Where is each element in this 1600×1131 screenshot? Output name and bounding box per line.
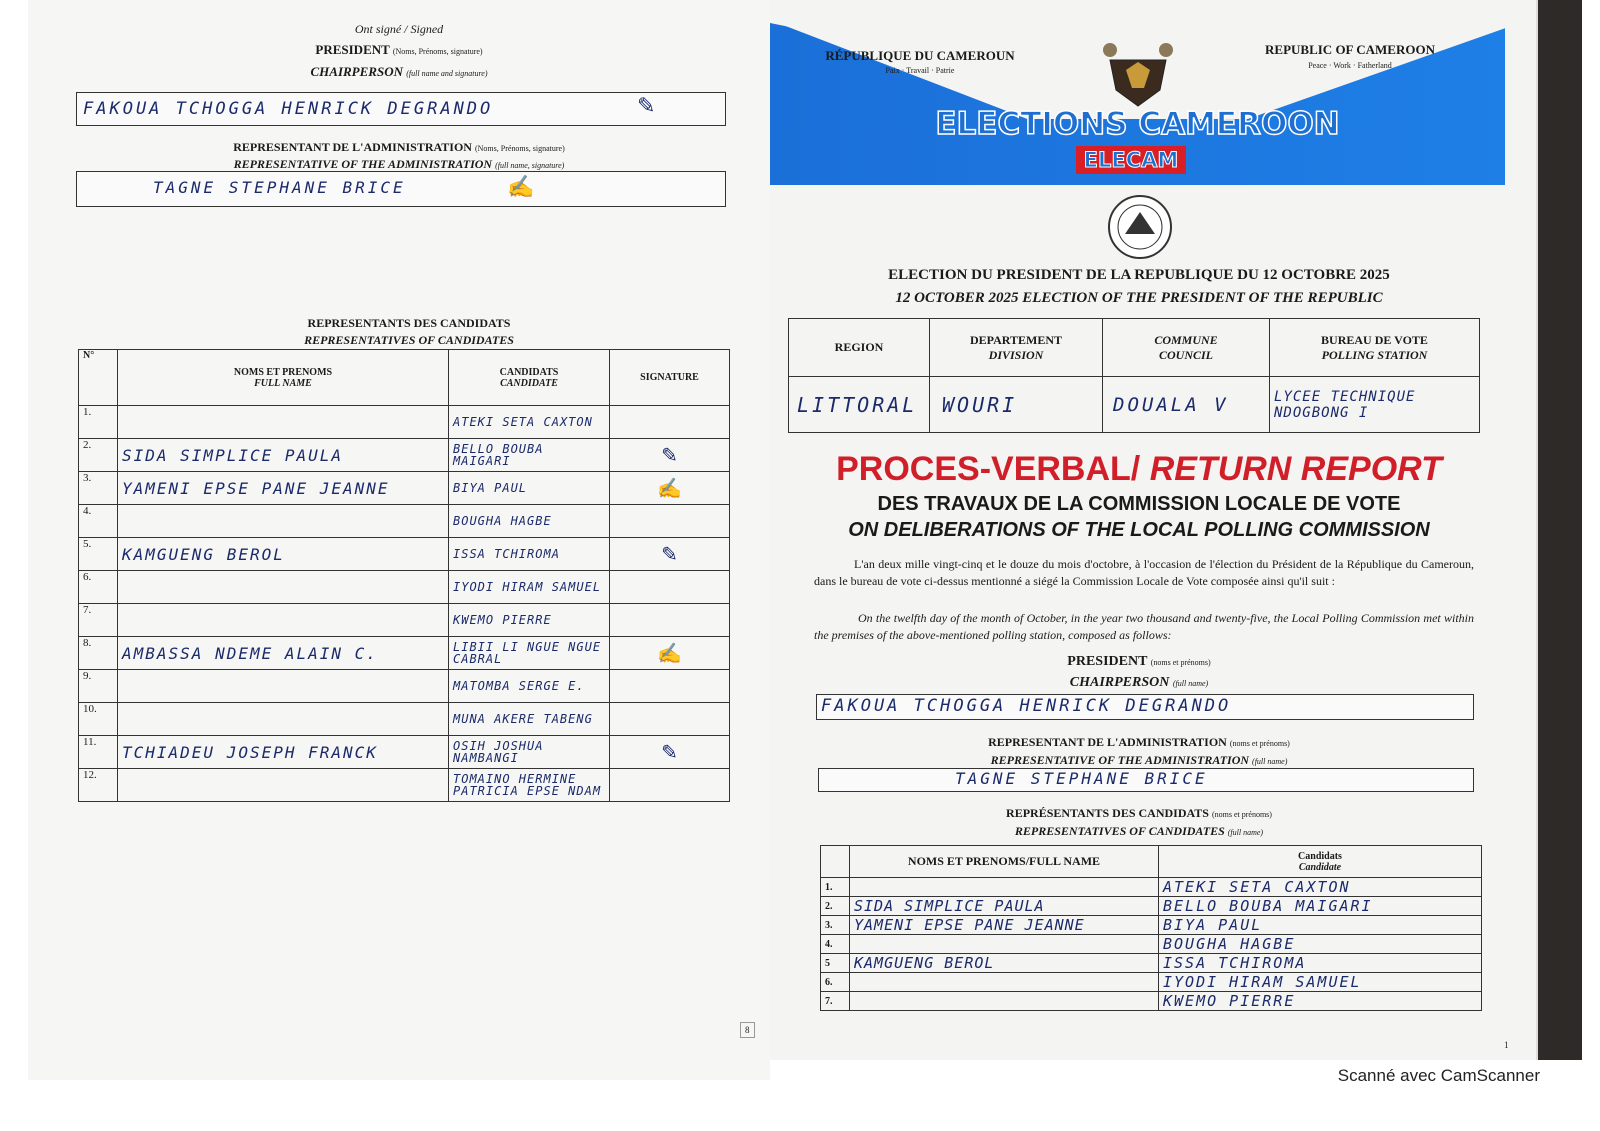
- row-number: 3.: [79, 472, 118, 505]
- table-row: [79, 505, 730, 538]
- left-page: [28, 0, 770, 1080]
- table-row: [79, 769, 730, 802]
- right-admin-label-fr: REPRESENTANT DE L'ADMINISTRATION (noms et prénoms): [988, 735, 1290, 749]
- candidate-name: OSIH JOSHUA NAMBANGI: [449, 736, 610, 769]
- signature-icon: ✎: [661, 444, 678, 467]
- signed-caption: Ont signé / Signed: [354, 22, 444, 36]
- row-number: 6.: [821, 973, 850, 992]
- right-reps-table: [820, 845, 1482, 1011]
- rep-name: KAMGUENG BEROL: [118, 538, 449, 571]
- row-number: 2.: [79, 439, 118, 472]
- table-row: [79, 571, 730, 604]
- candidate-name: MATOMBA SERGE E.: [449, 670, 610, 703]
- col-signature: SIGNATURE: [610, 350, 730, 406]
- table-row: [79, 538, 730, 571]
- republic-fr: RÉPUBLIQUE DU CAMEROUN: [825, 48, 1015, 63]
- row-number: 3.: [821, 916, 850, 935]
- right-admin-box: [818, 768, 1474, 792]
- right-page: [770, 0, 1538, 1060]
- location-table: [788, 318, 1480, 433]
- candidate-name: IYODI HIRAM SAMUEL: [449, 571, 610, 604]
- polling-station-value: LYCEE TECHNIQUE NDOGBONG I: [1270, 377, 1480, 433]
- table-row: [79, 736, 730, 769]
- subtitle-fr: DES TRAVAUX DE LA COMMISSION LOCALE DE VOTE: [877, 493, 1401, 515]
- region-header: REGION: [789, 319, 930, 377]
- commune-value: DOUALA V: [1103, 377, 1270, 433]
- intro-paragraph-en: On the twelfth day of the month of October, in the year two thousand and twenty-five, the Local Polling Commission met within the premises of the above-mentioned polling station, composed as follows:: [814, 611, 1474, 642]
- candidate-name: BIYA PAUL: [449, 472, 610, 505]
- right-col-no: [821, 846, 850, 878]
- table-row: [79, 637, 730, 670]
- candidate-name: KWEMO PIERRE: [1159, 992, 1482, 1011]
- row-number: 7.: [79, 604, 118, 637]
- rep-name: SIDA SIMPLICE PAULA: [850, 897, 1159, 916]
- table-row: [79, 472, 730, 505]
- right-chairperson-label: CHAIRPERSON (full name): [1069, 675, 1209, 690]
- signature-cell: [610, 538, 730, 571]
- signature-cell: [610, 406, 730, 439]
- candidate-name: ISSA TCHIROMA: [1159, 954, 1482, 973]
- reps-title-en: REPRESENTATIVES OF CANDIDATES: [304, 333, 514, 347]
- signature-cell: [610, 472, 730, 505]
- rep-name: YAMENI EPSE PANE JEANNE: [850, 916, 1159, 935]
- left-page-number: 8: [740, 1022, 755, 1038]
- candidate-name: ATEKI SETA CAXTON: [449, 406, 610, 439]
- candidate-name: IYODI HIRAM SAMUEL: [1159, 973, 1482, 992]
- admin-signature-icon: ✍: [507, 174, 535, 199]
- rep-name: [850, 878, 1159, 897]
- right-reps-title-en: REPRESENTATIVES OF CANDIDATES (full name): [1014, 824, 1264, 838]
- candidate-name: LIBII LI NGUE NGUE CABRAL: [449, 637, 610, 670]
- signature-icon: ✍: [657, 477, 682, 500]
- elecam-seal-icon: [1105, 194, 1175, 260]
- right-col-name: NOMS ET PRENOMS/FULL NAME: [850, 846, 1159, 878]
- table-row: [79, 439, 730, 472]
- signature-cell: [610, 637, 730, 670]
- motto-en: Peace · Work · Fatherland: [1308, 61, 1392, 70]
- row-number: 5: [821, 954, 850, 973]
- right-admin-name: TAGNE STEPHANE BRICE: [955, 769, 1208, 788]
- col-candidate: CANDIDATS CANDIDATE: [449, 350, 610, 406]
- region-value: LITTORAL: [789, 377, 930, 433]
- polling-station-header: BUREAU DE VOTE POLLING STATION: [1270, 319, 1480, 377]
- president-name: FAKOUA TCHOGGA HENRICK DEGRANDO: [83, 99, 494, 119]
- elecam-badge: [1076, 146, 1186, 174]
- candidate-name: BIYA PAUL: [1159, 916, 1482, 935]
- signature-cell: [610, 670, 730, 703]
- rep-name: AMBASSA NDEME ALAIN C.: [118, 637, 449, 670]
- rep-name: [118, 604, 449, 637]
- col-name: NOMS ET PRENOMS FULL NAME: [118, 350, 449, 406]
- table-row: [821, 935, 1482, 954]
- coat-of-arms-icon: [1098, 40, 1178, 110]
- row-number: 9.: [79, 670, 118, 703]
- candidate-name: BELLO BOUBA MAIGARI: [449, 439, 610, 472]
- elections-cameroon-title: ELECTIONS CAMEROON: [935, 106, 1340, 142]
- signature-cell: [610, 736, 730, 769]
- admin-label-en: REPRESENTATIVE OF THE ADMINISTRATION (full name, signature): [233, 157, 565, 171]
- rep-name: [850, 935, 1159, 954]
- right-admin-label-en: REPRESENTATIVE OF THE ADMINISTRATION (full name): [990, 753, 1288, 767]
- candidate-name: BELLO BOUBA MAIGARI: [1159, 897, 1482, 916]
- candidate-name: ATEKI SETA CAXTON: [1159, 878, 1482, 897]
- signature-cell: [610, 703, 730, 736]
- candidate-name: MUNA AKERE TABENG: [449, 703, 610, 736]
- row-number: 4.: [821, 935, 850, 954]
- signature-cell: [610, 505, 730, 538]
- table-row: [79, 670, 730, 703]
- right-table-header: [821, 846, 1482, 878]
- admin-name-box: [76, 171, 726, 207]
- right-page-number: 1: [1504, 1040, 1509, 1050]
- department-value: WOURI: [930, 377, 1103, 433]
- motto-fr: Paix · Travail · Patrie: [885, 66, 955, 75]
- rep-name: [118, 769, 449, 802]
- right-president-box: [816, 694, 1474, 720]
- right-president-label: PRESIDENT (noms et prénoms): [1067, 654, 1211, 669]
- rep-name: [118, 505, 449, 538]
- election-title-fr: ELECTION DU PRESIDENT DE LA REPUBLIQUE DU 12 OCTOBRE 2025: [888, 267, 1390, 283]
- signature-cell: [610, 604, 730, 637]
- candidate-name: ISSA TCHIROMA: [449, 538, 610, 571]
- candidate-name: TOMAINO HERMINE PATRICIA EPSE NDAM: [449, 769, 610, 802]
- table-row: [79, 604, 730, 637]
- rep-name: KAMGUENG BEROL: [850, 954, 1159, 973]
- chairperson-label: CHAIRPERSON (full name and signature): [310, 64, 488, 79]
- candidate-name: BOUGHA HAGBE: [1159, 935, 1482, 954]
- row-number: 7.: [821, 992, 850, 1011]
- table-row: [79, 703, 730, 736]
- election-title-en: 12 OCTOBER 2025 ELECTION OF THE PRESIDENT OF THE REPUBLIC: [895, 290, 1383, 306]
- rep-name: [118, 703, 449, 736]
- rep-name: TCHIADEU JOSEPH FRANCK: [118, 736, 449, 769]
- rep-name: SIDA SIMPLICE PAULA: [118, 439, 449, 472]
- commune-header: COMMUNE COUNCIL: [1103, 319, 1270, 377]
- admin-label-fr: REPRESENTANT DE L'ADMINISTRATION (Noms, Prénoms, signature): [233, 140, 565, 154]
- row-number: 12.: [79, 769, 118, 802]
- candidate-name: KWEMO PIERRE: [449, 604, 610, 637]
- col-no: N°: [79, 350, 118, 406]
- row-number: 11.: [79, 736, 118, 769]
- signature-cell: [610, 769, 730, 802]
- rep-name: [118, 670, 449, 703]
- row-number: 6.: [79, 571, 118, 604]
- signature-icon: ✎: [661, 741, 678, 764]
- row-number: 8.: [79, 637, 118, 670]
- table-row: [821, 954, 1482, 973]
- rep-name: [850, 992, 1159, 1011]
- row-number: 1.: [79, 406, 118, 439]
- camscanner-footer: Scanné avec CamScanner: [1337, 1066, 1540, 1085]
- rep-name: YAMENI EPSE PANE JEANNE: [118, 472, 449, 505]
- proces-verbal-title: PROCES-VERBAL/ RETURN REPORT: [836, 450, 1442, 488]
- president-signature-icon: ✎: [637, 93, 656, 118]
- table-row: [821, 973, 1482, 992]
- subtitle-en: ON DELIBERATIONS OF THE LOCAL POLLING COMMISSION: [848, 519, 1430, 541]
- table-row: [821, 916, 1482, 935]
- republic-en: REPUBLIC OF CAMEROON: [1265, 42, 1435, 57]
- left-table-header: [79, 350, 730, 406]
- rep-name: [850, 973, 1159, 992]
- table-row: [821, 992, 1482, 1011]
- elecam-text: ELECAM: [1083, 148, 1179, 172]
- row-number: 5.: [79, 538, 118, 571]
- department-header: DEPARTEMENT DIVISION: [930, 319, 1103, 377]
- right-col-candidate: Candidats Candidate: [1159, 846, 1482, 878]
- rep-name: [118, 571, 449, 604]
- signature-cell: [610, 571, 730, 604]
- left-reps-table: [78, 349, 730, 802]
- signature-cell: [610, 439, 730, 472]
- row-number: 1.: [821, 878, 850, 897]
- right-president-name: FAKOUA TCHOGGA HENRICK DEGRANDO: [821, 696, 1232, 716]
- rep-name: [118, 406, 449, 439]
- right-reps-title-fr: REPRÉSENTANTS DES CANDIDATS (noms et prénoms): [1006, 806, 1272, 820]
- row-number: 2.: [821, 897, 850, 916]
- reps-title-fr: REPRESENTANTS DES CANDIDATS: [307, 316, 511, 330]
- scan-dark-edge: [1538, 0, 1582, 1060]
- president-label: PRESIDENT (Noms, Prénoms, signature): [315, 42, 483, 57]
- table-row: [79, 406, 730, 439]
- table-row: [821, 878, 1482, 897]
- signature-icon: ✍: [657, 642, 682, 665]
- admin-name: TAGNE STEPHANE BRICE: [153, 178, 406, 197]
- row-number: 10.: [79, 703, 118, 736]
- signature-icon: ✎: [661, 543, 678, 566]
- table-row: [821, 897, 1482, 916]
- president-name-box: [76, 92, 726, 126]
- row-number: 4.: [79, 505, 118, 538]
- candidate-name: BOUGHA HAGBE: [449, 505, 610, 538]
- intro-paragraph-fr: L'an deux mille vingt-cinq et le douze du mois d'octobre, à l'occasion de l'élection du Président de la République du Cameroun, dans le bureau de vote ci-dessus mentionné a siégé la Commission Locale de Vote composée ainsi qu'il suit :: [814, 557, 1474, 588]
